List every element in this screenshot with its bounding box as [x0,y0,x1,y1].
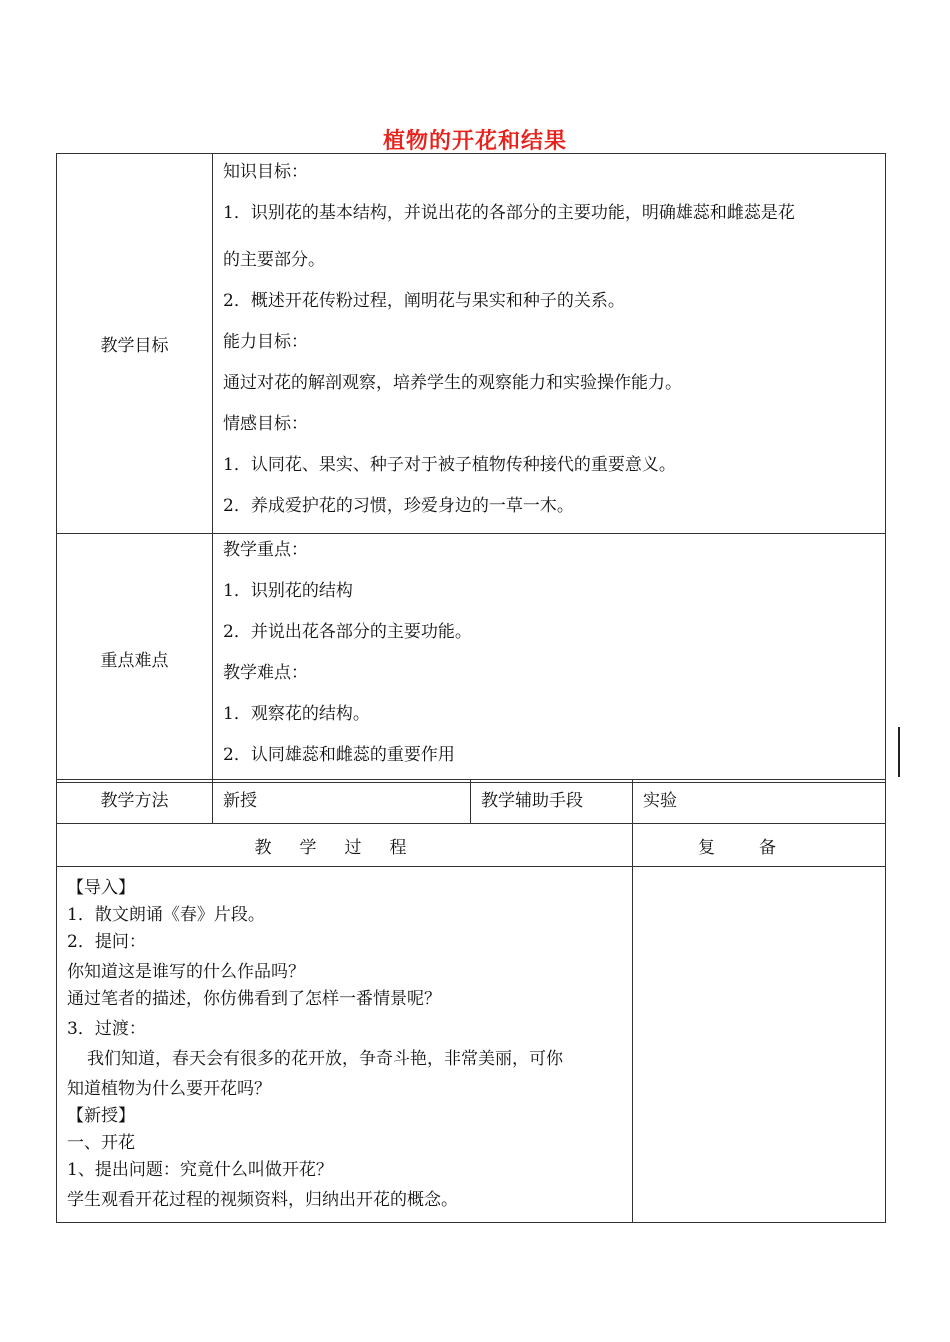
objectives-content [213,154,886,534]
process-line: 【导入】 [67,878,135,898]
review-header-text: 复备 [698,837,820,858]
key-points-row [57,534,886,783]
key-points-line: 教学重点： [223,540,308,560]
key-points-line: 1．观察花的结构。 [223,704,370,724]
aid-value: 实验 [633,780,886,824]
process-content [57,867,633,1223]
method-value: 新授 [213,780,471,824]
process-line: 我们知道，春天会有很多的花开放，争奇斗艳，非常美丽，可你 [87,1049,563,1069]
objectives-line: 2．概述开花传粉过程，阐明花与果实和种子的关系。 [223,291,625,311]
method-label: 教学方法 [57,780,213,824]
key-points-line: 教学难点： [223,663,308,683]
process-line: 知道植物为什么要开花吗？ [67,1079,271,1099]
objectives-line: 情感目标： [223,414,308,434]
process-line: 【新授】 [67,1106,135,1126]
review-content [633,867,886,1223]
method-row [57,780,886,824]
document-title: 植物的开花和结果 [382,129,567,154]
process-line: 2．提问： [67,932,146,952]
review-header [633,824,886,867]
process-line: 你知道这是谁写的什么作品吗？ [67,962,305,982]
key-points-line: 1．识别花的结构 [223,581,353,601]
margin-mark [898,727,900,777]
objectives-line: 1．识别花的基本结构，并说出花的各部分的主要功能，明确雄蕊和雌蕊是花 [223,203,795,223]
objectives-line: 的主要部分。 [223,250,325,270]
process-line: 1、提出问题：究竟什么叫做开花？ [67,1160,333,1180]
key-points-label: 重点难点 [57,534,213,783]
process-header [57,824,633,867]
process-line: 学生观看开花过程的视频资料，归纳出开花的概念。 [67,1190,458,1210]
key-points-line: 2．并说出花各部分的主要功能。 [223,622,472,642]
objectives-line: 1．认同花、果实、种子对于被子植物传种接代的重要意义。 [223,455,676,475]
process-line: 一、开花 [67,1133,135,1153]
process-line: 1．散文朗诵《春》片段。 [67,905,265,925]
key-points-line: 2．认同雄蕊和雌蕊的重要作用 [223,745,455,765]
objectives-line: 能力目标： [223,332,308,352]
process-line: 3．过渡： [67,1019,146,1039]
objectives-line: 通过对花的解剖观察，培养学生的观察能力和实验操作能力。 [223,373,682,393]
objectives-label: 教学目标 [57,154,213,534]
process-header-text: 教学过程 [254,837,435,858]
objectives-table [56,153,886,783]
process-line: 通过笔者的描述，你仿佛看到了怎样一番情景呢？ [67,989,441,1009]
objectives-line: 知识目标： [223,162,308,182]
method-table [56,779,886,824]
process-header-row [57,824,886,867]
process-body-row [57,867,886,1223]
process-table [56,823,886,1223]
objectives-row [57,154,886,534]
objectives-line: 2．养成爱护花的习惯，珍爱身边的一草一木。 [223,496,574,516]
key-points-content [213,534,886,783]
aid-label: 教学辅助手段 [471,780,633,824]
